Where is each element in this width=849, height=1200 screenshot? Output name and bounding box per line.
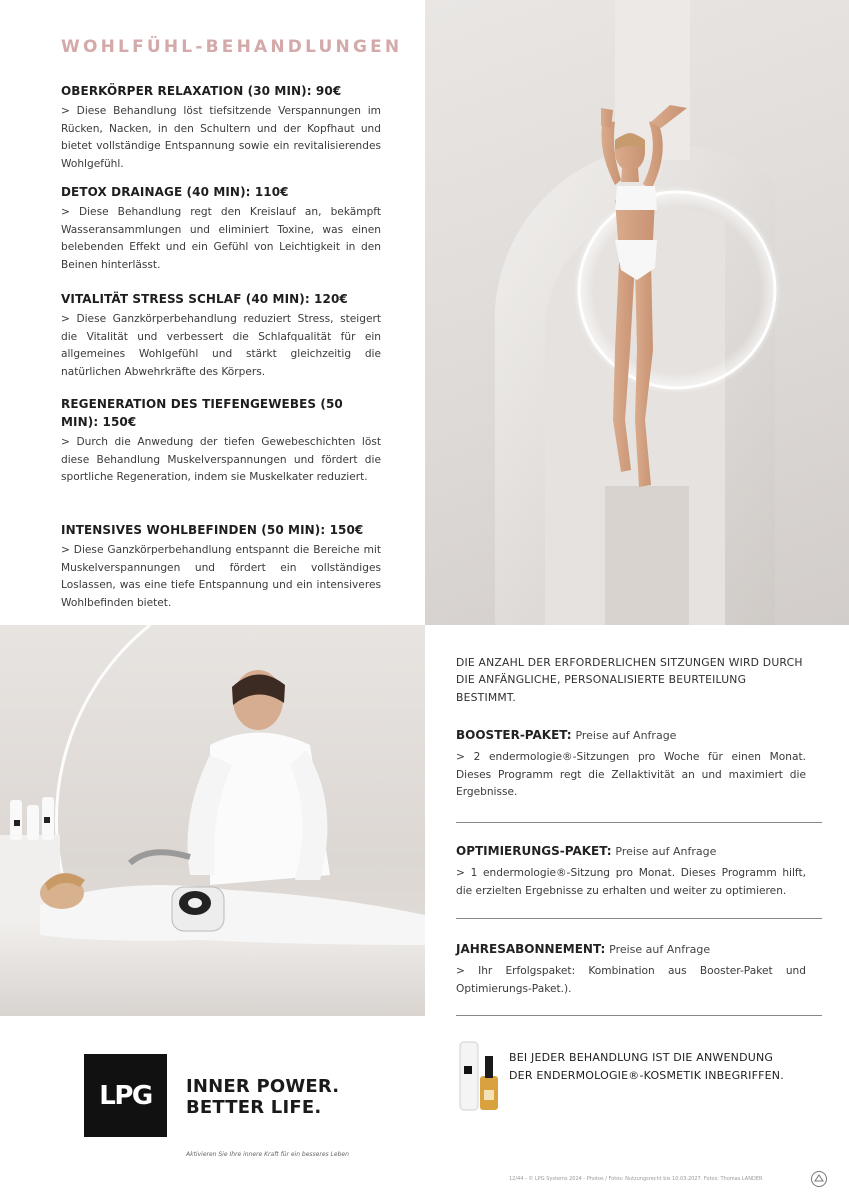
package-name: BOOSTER-PAKET:	[456, 728, 572, 742]
package-head	[456, 940, 806, 959]
treatment-desc: > Durch die Anwedung der tiefen Gewebeschichten löst diese Behandlung Muskelverspannungen und fördert die sportliche Regeneration, indem sie Muskelkater reduziert.	[61, 436, 381, 484]
model-photo	[425, 0, 849, 625]
package-desc: > Ihr Erfolgspaket: Kombination aus Booster-Paket und Optimierungs-Paket.).	[456, 965, 806, 995]
model-illustration	[425, 0, 849, 625]
cosmetic-note-line: BEI JEDER BEHANDLUNG IST DIE ANWENDUNG	[509, 1051, 774, 1064]
package-item	[456, 842, 806, 900]
package-head	[456, 726, 806, 745]
treatment-desc: > Diese Behandlung regt den Kreislauf an, bekämpft Wasseransammlungen und eliminiert Toxine, was einen belebenden Effekt und ein Gefühl von Leichtigkeit in den Beinen hinterlässt.	[61, 206, 381, 271]
slogan-line: BETTER LIFE.	[186, 1097, 322, 1118]
package-name: OPTIMIERUNGS-PAKET:	[456, 844, 612, 858]
treatment-desc: > Diese Ganzkörperbehandlung entspannt die Bereiche mit Muskelverspannungen und fördert ein vollständiges Loslassen, was eine tiefe Entspannung und ein intensiveres Wohlbefinden bietet.	[61, 544, 381, 609]
package-desc: > 2 endermologie®-Sitzungen pro Woche für einen Monat. Dieses Programm regt die Zellaktivität an und maximiert die Ergebnisse.	[456, 751, 806, 799]
treatment-name: DETOX DRAINAGE (40 MIN): 110€	[61, 185, 289, 199]
treatment-item	[61, 521, 381, 612]
treatment-item	[61, 395, 381, 487]
cosmetic-note	[509, 1049, 784, 1084]
lpg-logo-text: LPG	[99, 1080, 152, 1111]
package-price: Preise auf Anfrage	[609, 943, 711, 956]
recycle-icon	[810, 1170, 828, 1188]
treatment-photo	[0, 625, 425, 1016]
treatment-name: REGENERATION DES TIEFENGEWEBES (50 MIN): 150€	[61, 397, 343, 429]
package-price: Preise auf Anfrage	[615, 845, 717, 858]
treatment-illustration	[0, 625, 425, 1016]
lpg-logo	[84, 1054, 167, 1137]
treatment-item	[61, 290, 381, 381]
page-title: WOHLFÜHL-BEHANDLUNGEN	[61, 37, 403, 57]
treatment-item	[61, 183, 381, 274]
treatment-item	[61, 82, 381, 173]
package-item	[456, 726, 806, 802]
fineprint: 12/44 - © LPG Systems 2024 - Photos / Fotos: Nutzungsrecht bis 10.03.2027. Fotos: Thomas LANDER	[509, 1176, 763, 1182]
tagline: Aktivieren Sie Ihre innere Kraft für ein besseres Leben	[186, 1151, 349, 1158]
package-item	[456, 940, 806, 998]
divider	[456, 822, 822, 823]
cosmetic-note-line: DER ENDERMOLOGIE®-KOSMETIK INBEGRIFFEN.	[509, 1068, 784, 1082]
treatment-name: INTENSIVES WOHLBEFINDEN (50 MIN): 150€	[61, 523, 364, 537]
treatment-desc: > Diese Behandlung löst tiefsitzende Verspannungen im Rücken, Nacken, in den Schultern und der Kopfhaut und bietet vollständige Entspannung sowie ein revitalisierendes Wohlgefühl.	[61, 105, 381, 170]
slogan-line: INNER POWER.	[186, 1076, 340, 1097]
package-name: JAHRESABONNEMENT:	[456, 942, 606, 956]
treatment-desc: > Diese Ganzkörperbehandlung reduziert Stress, steigert die Vitalität und verbessert die Schlafqualität für ein allgemeines Wohlgefühl und stärkt gleichzeitig die natürlichen Abwehrkräfte des Körpers.	[61, 313, 381, 378]
cosmetic-products-image	[458, 1036, 502, 1116]
divider	[456, 1015, 822, 1016]
package-desc: > 1 endermologie®-Sitzung pro Monat. Dieses Programm hilft, die erzielten Ergebnisse zu erhalten und weiter zu optimieren.	[456, 867, 806, 897]
divider	[456, 918, 822, 919]
sessions-intro: DIE ANZAHL DER ERFORDERLICHEN SITZUNGEN WIRD DURCH DIE ANFÄNGLICHE, PERSONALISIERTE BEURTEILUNG BESTIMMT.	[456, 656, 803, 704]
package-price: Preise auf Anfrage	[575, 729, 677, 742]
treatment-name: VITALITÄT STRESS SCHLAF (40 MIN): 120€	[61, 292, 348, 306]
treatment-name: OBERKÖRPER RELAXATION (30 MIN): 90€	[61, 84, 342, 98]
slogan	[186, 1076, 339, 1118]
package-head	[456, 842, 806, 861]
